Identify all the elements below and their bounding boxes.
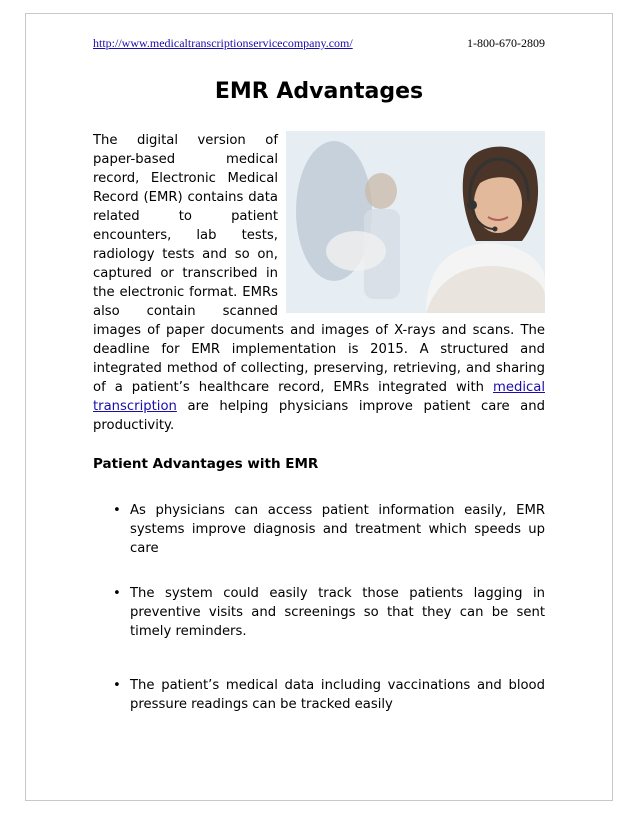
page-header (93, 36, 545, 51)
bullet-item (93, 584, 545, 641)
bullet-text: The system could easily track those patients lagging in preventive visits and screenings so that they can be sent timely reminders. (130, 586, 545, 639)
bullet-icon: • (113, 678, 121, 693)
bullet-icon: • (113, 586, 121, 601)
section-heading: Patient Advantages with EMR (93, 456, 319, 472)
page-title: EMR Advantages (214, 79, 424, 104)
website-link[interactable]: http://www.medicaltranscriptionservicecompany.com/ (93, 36, 353, 50)
phone-number: 1-800-670-2809 (467, 36, 545, 50)
bullet-item (93, 676, 545, 714)
bullet-text: As physicians can access patient information easily, EMR systems improve diagnosis and treatment which speeds up care (130, 503, 545, 556)
call-center-photo (286, 131, 545, 313)
bullet-icon: • (113, 503, 121, 518)
intro-paragraph: The digital version of paper-based medical record, Electronic Medical Record (EMR) contains data related to patient encounters, lab tests, radiology tests and so on, captured or transcribed in the electronic format. EMRs also contain scanned images of paper documents and images of X-rays and scans. The deadline for EMR implementation is 2015. A structured and integrated method of collecting, preserving, retrieving, and sharing of a patient’s healthcare record, EMRs integrated with medical transcription are helping physicians improve patient care and productivity. (93, 133, 545, 433)
medical-transcription-link[interactable]: medical transcription (93, 380, 545, 414)
bullet-text: The patient’s medical data including vaccinations and blood pressure readings can be tracked easily (130, 678, 545, 712)
bullet-item (93, 501, 545, 558)
